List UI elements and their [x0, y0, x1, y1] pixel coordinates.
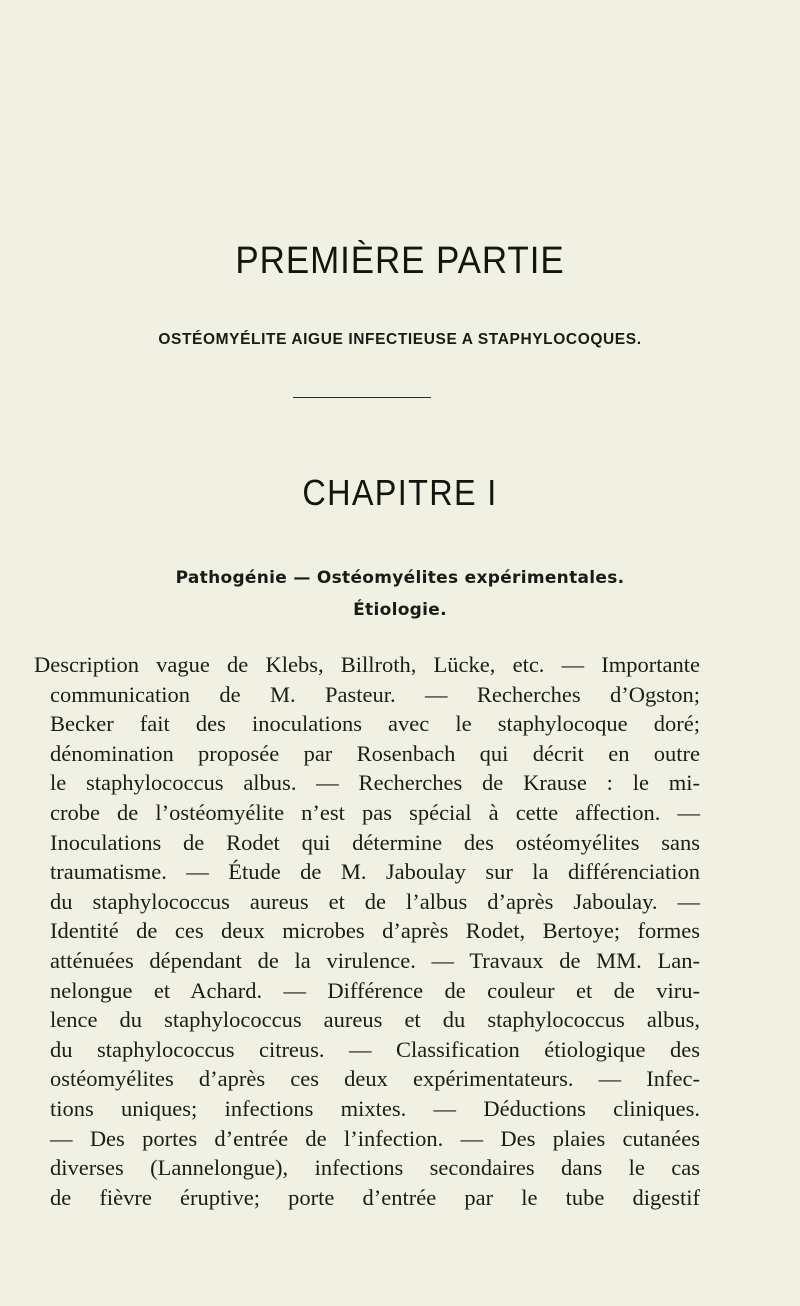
summary-line: diverses (Lannelongue), infections secondaires dans le cas — [50, 1155, 700, 1181]
summary-line: lence du staphylococcus aureus et du staphylococcus albus, — [50, 1007, 700, 1033]
section-divider — [293, 397, 431, 398]
summary-line: de fièvre éruptive; porte d’entrée par le tube digestif — [50, 1184, 700, 1210]
chapter-heading — [0, 562, 800, 626]
summary-line: — Des portes d’entrée de l’infection. — Des plaies cutanées — [50, 1125, 700, 1151]
summary-line: Identité de ces deux microbes d’après Rodet, Bertoye; formes — [50, 918, 700, 944]
summary-line: crobe de l’ostéomyélite n’est pas spécial à cette affection. — — [50, 799, 700, 825]
part-subtitle: OSTÉOMYÉLITE AIGUE INFECTIEUSE A STAPHYLOCOQUES. — [158, 331, 642, 348]
chapter-summary — [34, 650, 700, 1212]
summary-line: tions uniques; infections mixtes. — Déductions cliniques. — [50, 1095, 700, 1121]
summary-line: du staphylococcus citreus. — Classification étiologique des — [50, 1036, 700, 1062]
summary-line: Becker fait des inoculations avec le staphylocoque doré; — [50, 711, 700, 737]
summary-line: le staphylococcus albus. — Recherches de Krause : le mi- — [50, 770, 700, 796]
summary-line: du staphylococcus aureus et de l’albus d’après Jaboulay. — — [50, 888, 700, 914]
summary-line: dénomination proposée par Rosenbach qui décrit en outre — [50, 740, 700, 766]
chapter-heading-line-1: Pathogénie — Ostéomyélites expérimentales. — [175, 568, 625, 588]
summary-line: ostéomyélites d’après ces deux expérimentateurs. — Infec- — [50, 1066, 700, 1092]
chapter-title: CHAPITRE I — [302, 472, 498, 513]
summary-line: atténuées dépendant de la virulence. — Travaux de MM. Lan- — [50, 947, 700, 973]
chapter-heading-line-2: Étiologie. — [353, 600, 447, 620]
summary-line: Inoculations de Rodet qui détermine des ostéomyélites sans — [50, 829, 700, 855]
part-title: PREMIÈRE PARTIE — [235, 240, 565, 282]
summary-line: nelongue et Achard. — Différence de couleur et de viru- — [50, 977, 700, 1003]
summary-line: communication de M. Pasteur. — Recherches d’Ogston; — [50, 681, 700, 707]
summary-line: traumatisme. — Étude de M. Jaboulay sur la différenciation — [50, 859, 700, 885]
summary-line: Description vague de Klebs, Billroth, Lücke, etc. — Importante — [34, 652, 700, 677]
